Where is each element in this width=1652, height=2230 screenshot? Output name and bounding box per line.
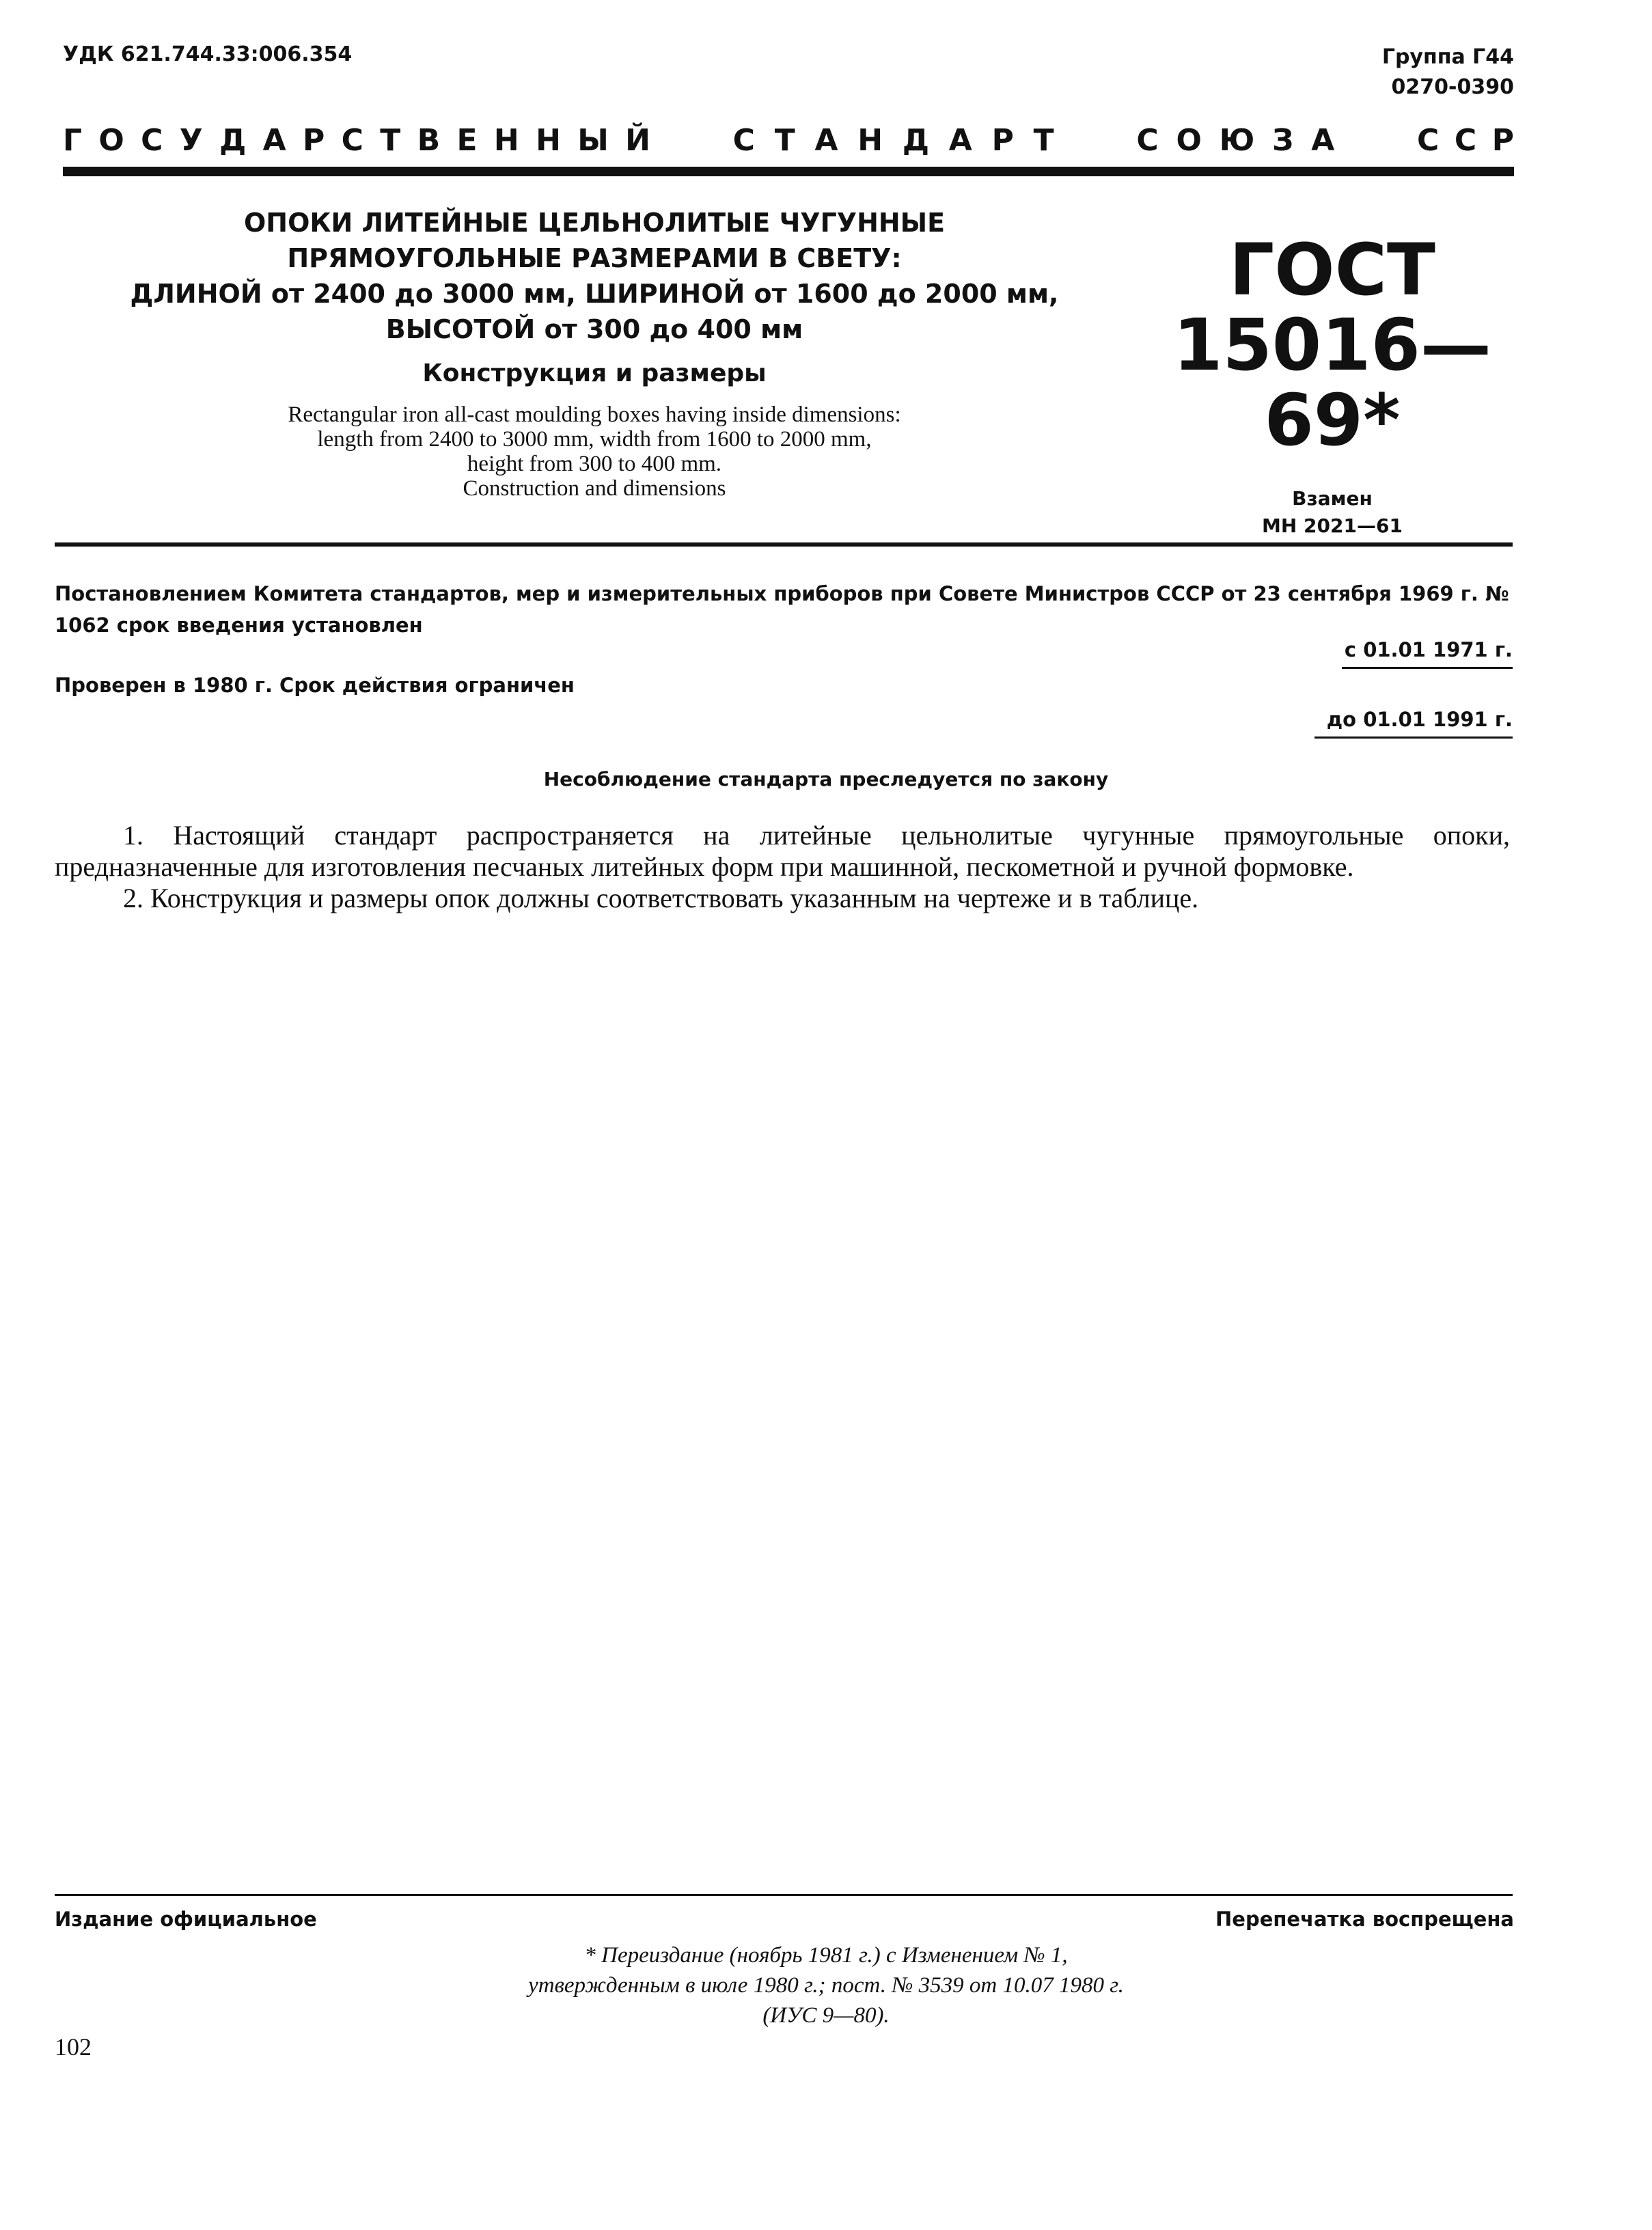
title-block [102,205,1086,501]
banner-word-3 [1136,123,1334,158]
reprint-notice: Перепечатка воспрещена [1215,1908,1514,1931]
banner-letter: А [1311,123,1335,158]
law-notice: Несоблюдение стандарта преследуется по закону [543,768,1109,790]
banner-letter: Ю [1219,123,1255,158]
title-en-line-4: Construction and dimensions [463,476,726,501]
date-expiry-underline [1314,737,1513,739]
checked-note: Проверен в 1980 г. Срок действия ограничен [55,674,575,697]
group-label: Группа Г44 [1381,45,1514,69]
banner-letter: Г [63,123,83,158]
classifier-code: 0270-0390 [1391,75,1514,99]
banner-letter: А [814,123,838,158]
paragraph-1: 1. Настоящий стандарт распространяется на литейные цельнолитые чугунные прямоугольные опоки, предназначенные для изготовления песчаных литейных форм при машинной, пескометной и ручной формовке. [55,820,1510,882]
banner-word-4 [1417,123,1514,158]
title-line-3: ДЛИНОЙ от 2400 до 3000 мм, ШИРИНОЙ от 1600 до 2000 мм, [130,279,1059,309]
body-text [55,820,1510,914]
title-line-1: ОПОКИ ЛИТЕЙНЫЕ ЦЕЛЬНОЛИТЫЕ ЧУГУННЫЕ [243,208,946,238]
banner-word-2 [733,123,1054,158]
title-en-line-2: length from 2400 to 3000 mm, width from 1600 to 2000 mm, [317,427,872,452]
reissue-line-3: (ИУС 9—80). [762,2003,890,2028]
banner-letter: Т [774,123,795,158]
gost-number: 15016—69* [1173,303,1491,462]
banner-letter: Т [1033,123,1054,158]
udk-code: УДК 621.744.33:006.354 [63,42,353,66]
banner-letter: С [732,123,755,158]
date-effective: с 01.01 1971 г. [1344,638,1513,661]
page-number: 102 [55,2033,92,2061]
banner-letter: А [262,123,286,158]
title-line-4: ВЫСОТОЙ от 300 до 400 мм [385,314,803,344]
banner-letter: Й [625,123,650,158]
banner-letter: С [1416,123,1440,158]
banner-rule [63,167,1514,176]
date-effective-underline [1342,667,1513,669]
title-line-2: ПРЯМОУГОЛЬНЫЕ РАЗМЕРАМИ В СВЕТУ: [287,243,902,273]
paragraph-2: 2. Конструкция и размеры опок должны соответствовать указанным на чертеже и в таблице. [123,883,1199,913]
reissue-line-2: утвержденным в июле 1980 г.; пост. № 3539 от 10.07 1980 г. [528,1973,1124,1998]
date-expiry: до 01.01 1991 г. [1326,708,1513,731]
banner-letter: Н [493,123,519,158]
title-en-line-3: height from 300 to 400 mm. [467,452,722,476]
section-rule [55,542,1513,547]
title-en [102,402,1086,501]
subtitle-ru: Конструкция и размеры [422,359,767,387]
banner-letter: Д [219,123,247,158]
banner-letter: С [1136,123,1159,158]
gost-block [1155,228,1510,540]
banner-letter: В [417,123,441,158]
standard-banner [63,123,1514,158]
banner-letter: Е [456,123,478,158]
banner-letter: С [1454,123,1477,158]
banner-letter: О [98,123,124,158]
replaces-label: Взамен [1292,487,1373,510]
banner-letter: Р [303,123,325,158]
gost-label: ГОСТ [1229,228,1435,312]
banner-letter: А [948,123,972,158]
banner-letter: Р [1491,123,1514,158]
replaces-value: МН 2021—61 [1262,514,1403,537]
banner-letter: Ы [577,123,609,158]
footer-rule [55,1894,1513,1896]
reissue-line-1: * Переиздание (ноябрь 1981 г.) с Изменением № 1, [584,1943,1068,1968]
banner-letter: Р [991,123,1014,158]
group-block [1382,42,1514,102]
banner-letter: С [341,123,363,158]
banner-letter: З [1272,123,1294,158]
banner-letter: О [1176,123,1202,158]
banner-letter: С [141,123,163,158]
decree-text: Постановлением Комитета стандартов, мер и измерительных приборов при Совете Министров СССР от 23 сентября 1969 г. № 1062 срок введения установлен [55,582,1509,637]
banner-letter: Т [380,123,401,158]
title-en-line-1: Rectangular iron all-cast moulding boxes having inside dimensions: [288,402,901,427]
banner-word-1 [63,123,650,158]
replaces-block [1155,485,1510,540]
banner-letter: Н [536,123,561,158]
edition-label: Издание официальное [55,1908,317,1931]
banner-letter: Н [857,123,883,158]
banner-letter: У [179,123,203,158]
reissue-note [0,1940,1652,2031]
banner-letter: Д [902,123,930,158]
